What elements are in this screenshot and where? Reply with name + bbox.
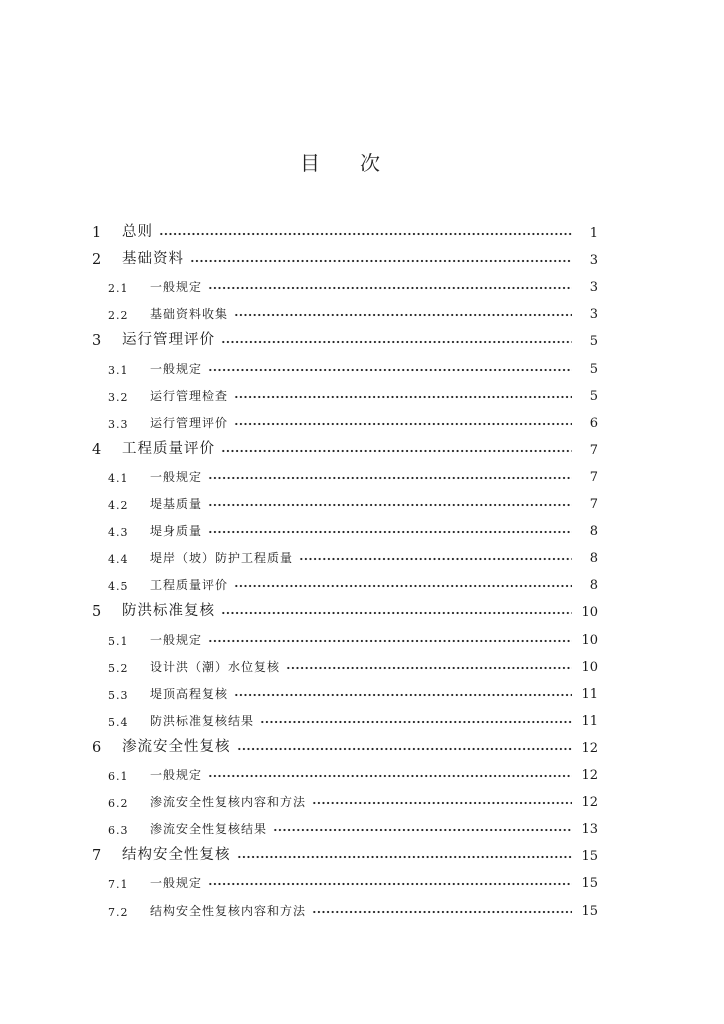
toc-number: 7.2 xyxy=(108,905,129,919)
toc-number: 2.2 xyxy=(108,309,129,323)
toc-section-row xyxy=(90,300,598,322)
toc-title: 一般规定 xyxy=(150,469,203,484)
dot-leader xyxy=(237,855,573,859)
toc-number: 6 xyxy=(92,739,102,756)
toc-chapter-row xyxy=(90,219,598,241)
toc-title: 运行管理评价 xyxy=(122,332,215,349)
toc-number: 6.1 xyxy=(108,770,129,783)
toc-number: 4.2 xyxy=(108,499,129,512)
toc-page-number: 6 xyxy=(589,415,598,431)
toc-page-number: 3 xyxy=(589,253,598,269)
toc-page-number: 13 xyxy=(581,822,598,838)
toc-number: 4.3 xyxy=(108,526,129,540)
dot-leader xyxy=(234,584,572,588)
toc-number: 4.5 xyxy=(108,580,129,594)
toc-number: 5.4 xyxy=(108,715,129,729)
toc-section-row xyxy=(90,869,598,891)
toc-section-row xyxy=(90,707,598,729)
dot-leader xyxy=(208,286,572,290)
toc-page-number: 7 xyxy=(589,469,598,485)
toc-page-number: 8 xyxy=(589,578,598,594)
toc-chapter-row xyxy=(90,734,598,756)
toc-page-number: 7 xyxy=(589,497,598,512)
dot-leader xyxy=(208,774,572,778)
dot-leader xyxy=(190,259,572,263)
dot-leader xyxy=(273,828,572,832)
toc-number: 4 xyxy=(92,441,102,458)
dot-leader xyxy=(208,368,572,372)
toc-title: 设计洪（潮）水位复核 xyxy=(150,659,281,674)
toc-chapter-row xyxy=(90,327,598,349)
dot-leader xyxy=(221,449,572,453)
toc-title: 堤顶高程复核 xyxy=(150,686,229,701)
toc-title: 渗流安全性复核结果 xyxy=(150,822,268,837)
toc-number: 4.1 xyxy=(108,471,129,485)
toc-title: 防洪标准复核 xyxy=(122,603,215,620)
dot-leader xyxy=(208,639,572,643)
toc-page-number: 12 xyxy=(581,768,598,783)
toc-page-number: 8 xyxy=(589,551,598,567)
toc-chapter-row xyxy=(90,246,598,268)
dot-leader xyxy=(221,340,572,344)
toc-page-number: 3 xyxy=(589,307,598,323)
toc-page-number: 5 xyxy=(589,334,598,350)
toc-title: 工程质量评价 xyxy=(150,578,229,593)
toc-page-number: 10 xyxy=(581,632,598,648)
toc-title: 一般规定 xyxy=(150,361,203,376)
toc-number: 3.2 xyxy=(108,390,129,404)
toc-section-row xyxy=(90,409,598,431)
toc-number: 7 xyxy=(92,848,102,865)
dot-leader xyxy=(221,611,572,615)
dot-leader xyxy=(312,801,572,805)
toc-number: 6.2 xyxy=(108,797,129,811)
toc-title: 基础资料 xyxy=(122,251,184,268)
toc-section-row xyxy=(90,355,598,377)
page-title: 目 次 xyxy=(300,151,380,175)
toc-number: 1 xyxy=(92,225,102,241)
dot-leader xyxy=(159,232,572,236)
toc-number: 3.1 xyxy=(108,363,129,377)
toc-number: 5.3 xyxy=(108,688,129,702)
toc-title: 总则 xyxy=(122,224,153,240)
toc-page-number: 15 xyxy=(581,903,598,919)
toc-page-number: 11 xyxy=(581,686,598,702)
toc-number: 2.1 xyxy=(108,282,129,296)
toc-title: 一般规定 xyxy=(150,632,203,647)
dot-leader xyxy=(234,422,572,426)
toc-section-row xyxy=(90,653,598,675)
toc-title: 基础资料收集 xyxy=(150,307,229,322)
toc-number: 7.1 xyxy=(108,878,129,892)
toc-title: 堤基质量 xyxy=(150,497,203,511)
toc-title: 一般规定 xyxy=(150,876,203,891)
dot-leader xyxy=(208,503,572,507)
toc-page-number: 5 xyxy=(589,388,598,404)
toc-number: 6.3 xyxy=(108,824,129,838)
toc-page-number: 3 xyxy=(589,280,598,296)
toc-section-row xyxy=(90,517,598,539)
toc-page-number: 7 xyxy=(589,442,598,458)
dot-leader xyxy=(260,720,572,724)
toc-page-number: 10 xyxy=(581,659,598,675)
dot-leader xyxy=(234,313,572,317)
toc-title: 一般规定 xyxy=(150,280,203,295)
toc-title: 运行管理评价 xyxy=(150,415,229,430)
toc-section-row xyxy=(90,680,598,702)
toc-section-row xyxy=(90,273,598,295)
toc-section-row xyxy=(90,544,598,566)
toc-page-number: 12 xyxy=(581,740,598,756)
toc-section-row xyxy=(90,815,598,837)
toc-page-number: 5 xyxy=(589,361,598,377)
toc-number: 4.4 xyxy=(108,553,129,567)
dot-leader xyxy=(286,666,572,670)
toc-page-number: 8 xyxy=(589,524,598,540)
toc-section-row xyxy=(90,382,598,404)
toc-number: 3.3 xyxy=(108,417,129,431)
dot-leader xyxy=(208,882,572,886)
toc-page-number: 15 xyxy=(581,876,598,892)
dot-leader xyxy=(208,530,572,534)
toc-section-row xyxy=(90,761,598,783)
toc-title: 一般规定 xyxy=(150,768,203,782)
dot-leader xyxy=(299,557,572,561)
toc-page-number: 12 xyxy=(581,795,598,811)
toc-title: 渗流安全性复核内容和方法 xyxy=(150,795,307,810)
toc-section-row xyxy=(90,626,598,648)
dot-leader xyxy=(237,747,573,751)
toc-page-number: 15 xyxy=(581,849,598,865)
toc-section-row xyxy=(90,463,598,485)
toc-section-row xyxy=(90,490,598,512)
dot-leader xyxy=(208,476,572,480)
dot-leader xyxy=(312,910,572,914)
toc-section-row xyxy=(90,788,598,810)
toc-page-number: 10 xyxy=(581,605,598,621)
toc-chapter-row xyxy=(90,436,598,458)
toc-number: 3 xyxy=(92,333,102,350)
toc-title: 防洪标准复核结果 xyxy=(150,713,255,728)
toc-page-number: 1 xyxy=(589,226,598,241)
toc-number: 5.2 xyxy=(108,661,129,675)
toc-number: 2 xyxy=(92,252,102,269)
toc-title: 堤身质量 xyxy=(150,524,203,539)
toc-title: 结构安全性复核 xyxy=(122,847,231,864)
toc-title: 工程质量评价 xyxy=(122,440,215,457)
toc-number: 5 xyxy=(92,604,102,621)
toc-page-number: 11 xyxy=(581,713,598,729)
toc-chapter-row xyxy=(90,842,598,864)
toc-title: 堤岸（坡）防护工程质量 xyxy=(150,551,294,566)
toc-title: 渗流安全性复核 xyxy=(122,738,231,755)
toc-section-row xyxy=(90,571,598,593)
toc-title: 结构安全性复核内容和方法 xyxy=(150,903,307,918)
toc-number: 5.1 xyxy=(108,634,129,648)
toc-section-row xyxy=(90,897,598,919)
dot-leader xyxy=(234,693,572,697)
toc-chapter-row xyxy=(90,598,598,620)
toc-title: 运行管理检查 xyxy=(150,388,229,403)
dot-leader xyxy=(234,395,572,399)
